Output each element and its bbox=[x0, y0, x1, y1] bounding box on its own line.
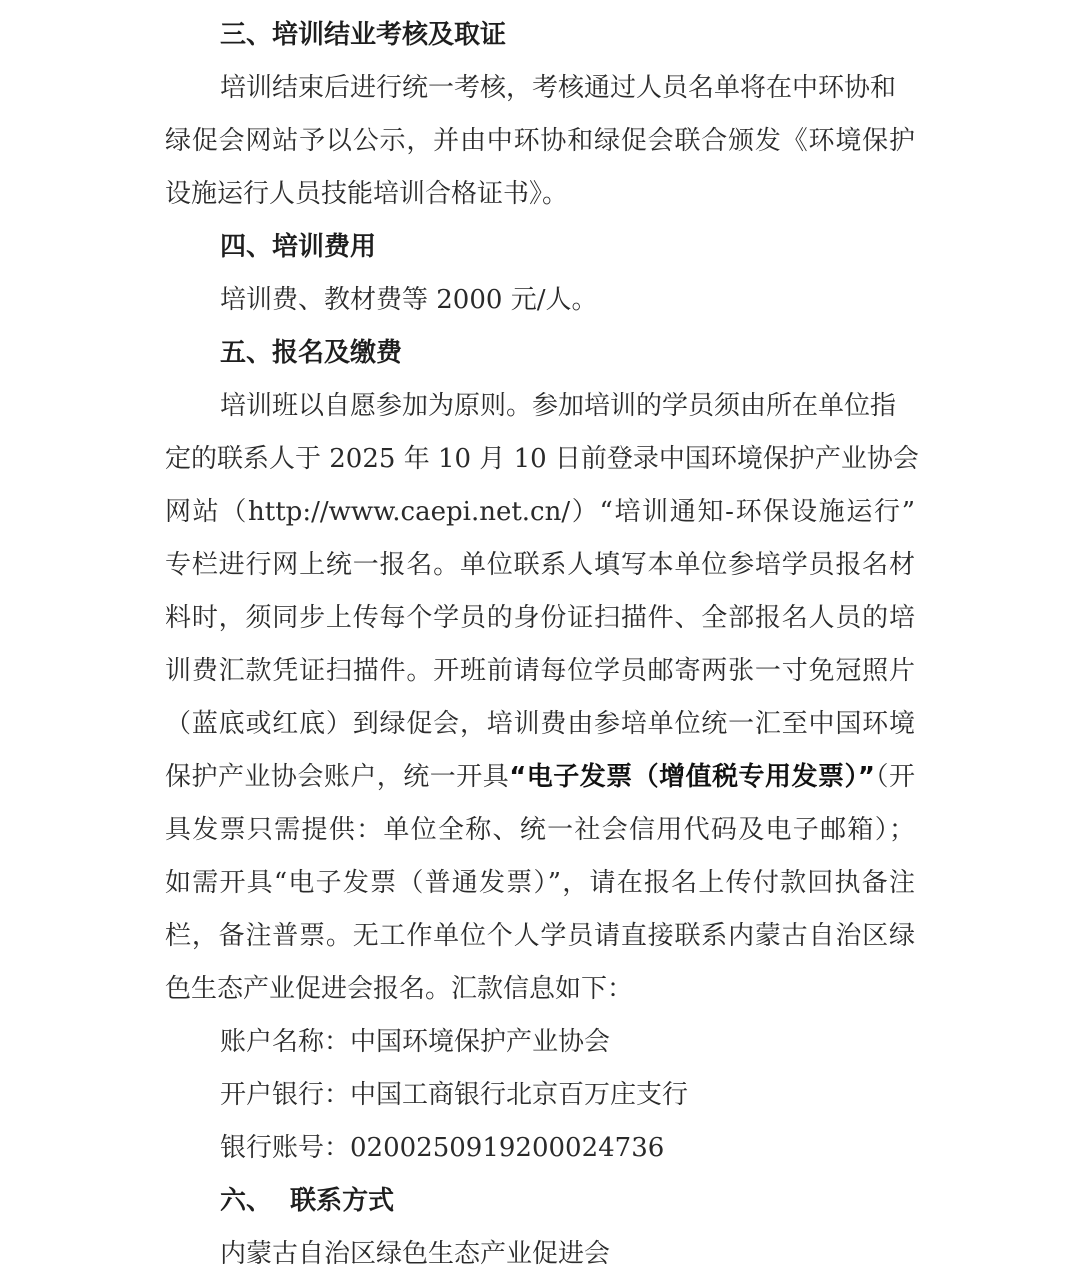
section-5-line-10: 如需开具“电子发票（普通发票）”，请在报名上传付款回执备注 bbox=[165, 868, 915, 898]
section-5-line-5: 料时，须同步上传每个学员的身份证扫描件、全部报名人员的培 bbox=[165, 603, 915, 633]
invoice-type-bold: “电子发票（增值税专用发票）” bbox=[509, 762, 876, 792]
section-5-line-2: 定的联系人于 2025 年 10 月 10 日前登录中国环境保护产业协会 bbox=[165, 444, 919, 474]
section-3-heading: 三、培训结业考核及取证 bbox=[220, 20, 507, 50]
account-name: 账户名称：中国环境保护产业协会 bbox=[220, 1027, 611, 1057]
section-6-line-1: 内蒙古自治区绿色生态产业促进会 bbox=[220, 1239, 611, 1269]
section-5-line-9: 具发票只需提供：单位全称、统一社会信用代码及电子邮箱）； bbox=[165, 815, 915, 845]
section-4-heading: 四、培训费用 bbox=[220, 232, 377, 262]
bank-name: 开户银行：中国工商银行北京百万庄支行 bbox=[220, 1080, 689, 1110]
section-5-line-1: 培训班以自愿参加为原则。参加培训的学员须由所在单位指 bbox=[220, 391, 897, 421]
section-6-heading: 六、 联系方式 bbox=[220, 1186, 395, 1216]
section-4-line-1: 培训费、教材费等 2000 元/人。 bbox=[220, 285, 598, 315]
section-5-line-11: 栏，备注普票。无工作单位个人学员请直接联系内蒙古自治区绿 bbox=[165, 921, 915, 951]
account-number: 银行账号：0200250919200024736 bbox=[220, 1133, 665, 1163]
section-5-line-12: 色生态产业促进会报名。汇款信息如下： bbox=[165, 974, 634, 1004]
section-5-heading: 五、报名及缴费 bbox=[220, 338, 403, 368]
section-5-line-8 bbox=[165, 761, 915, 793]
line-8-post-text: （开 bbox=[875, 762, 915, 792]
section-3-line-1: 培训结束后进行统一考核，考核通过人员名单将在中环协和 bbox=[220, 73, 897, 103]
section-3-line-2: 绿促会网站予以公示，并由中环协和绿促会联合颁发《环境保护 bbox=[165, 126, 915, 156]
section-5-line-6: 训费汇款凭证扫描件。开班前请每位学员邮寄两张一寸免冠照片 bbox=[165, 656, 915, 686]
section-5-line-4: 专栏进行网上统一报名。单位联系人填写本单位参培学员报名材 bbox=[165, 550, 915, 580]
section-3-line-3: 设施运行人员技能培训合格证书》。 bbox=[165, 179, 569, 209]
section-5-line-3: 网站（http://www.caepi.net.cn/）“培训通知-环保设施运行” bbox=[165, 497, 915, 527]
section-5-line-7: （蓝底或红底）到绿促会，培训费由参培单位统一汇至中国环境 bbox=[165, 709, 915, 739]
line-8-pre-text: 保护产业协会账户，统一开具 bbox=[165, 762, 510, 792]
